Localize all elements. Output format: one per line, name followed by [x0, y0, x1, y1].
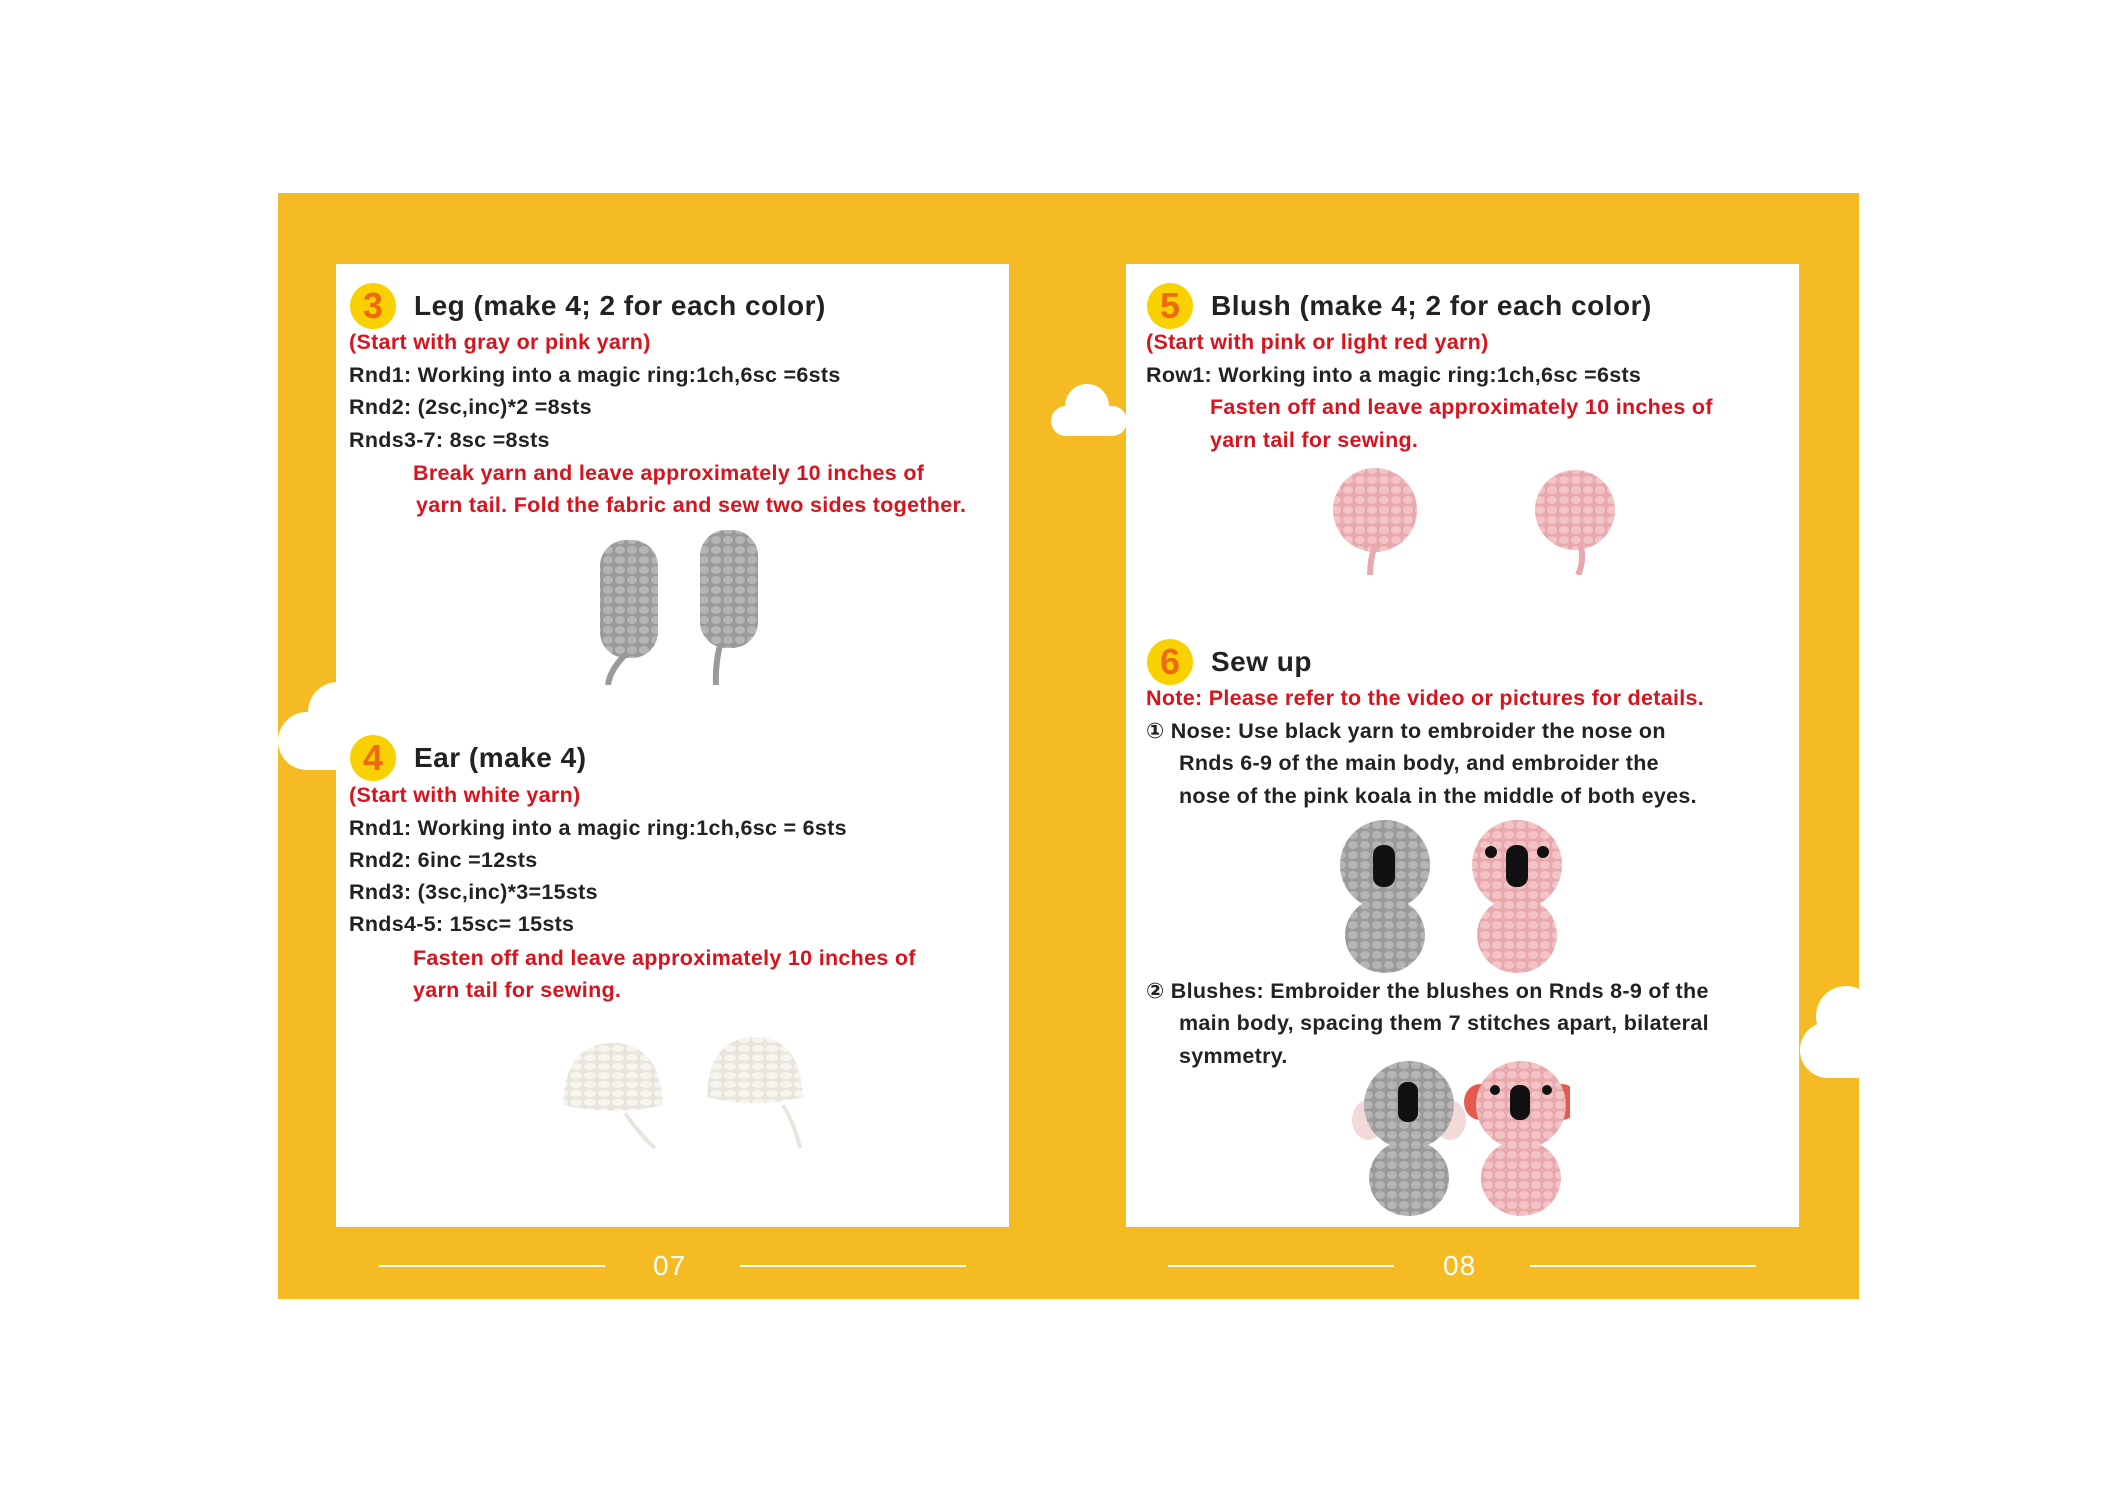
ear-round-line: Rnd3: (3sc,inc)*3=15sts: [349, 880, 598, 904]
nose-step-line: ① Nose: Use black yarn to embroider the nose on: [1146, 719, 1666, 743]
blush-round-line: Row1: Working into a magic ring:1ch,6sc =6sts: [1146, 363, 1642, 387]
nose-step-line: Rnds 6-9 of the main body, and embroider the: [1179, 751, 1659, 775]
page-footer-line: [1168, 1265, 1394, 1267]
leg-finish-note: yarn tail. Fold the fabric and sew two sides together.: [416, 493, 967, 517]
page-footer-line: [1530, 1265, 1756, 1267]
blush-photo: [1330, 465, 1620, 575]
ear-round-line: Rnd1: Working into a magic ring:1ch,6sc = 6sts: [349, 816, 847, 840]
step-number-badge: 4: [350, 735, 396, 781]
nose-photo: [1335, 820, 1575, 975]
sewup-section-title: Sew up: [1211, 646, 1313, 677]
blush-finish-note: yarn tail for sewing.: [1210, 428, 1419, 452]
step-number-badge: 6: [1147, 639, 1193, 685]
page-footer-line: [740, 1265, 966, 1267]
page-number: 08: [1443, 1250, 1477, 1281]
ear-start-note: (Start with white yarn): [349, 783, 581, 807]
ear-finish-note: Fasten off and leave approximately 10 inches of: [413, 946, 916, 970]
leg-round-line: Rnds3-7: 8sc =8sts: [349, 428, 550, 452]
blush-finished-photo: [1350, 1060, 1570, 1220]
ear-round-line: Rnd2: 6inc =12sts: [349, 848, 538, 872]
ear-finish-note: yarn tail for sewing.: [413, 978, 622, 1002]
ear-section-header: [350, 735, 587, 781]
leg-section-title: Leg (make 4; 2 for each color): [414, 290, 826, 321]
cloud-right-decoration: [1800, 1022, 1859, 1078]
ear-photo: [555, 1035, 815, 1150]
page-footer-line: [379, 1265, 605, 1267]
blush-step-line: ② Blushes: Embroider the blushes on Rnds 8-9 of the: [1146, 979, 1709, 1003]
sewup-section-header: [1147, 639, 1312, 685]
step-number-badge: 5: [1147, 283, 1193, 329]
leg-section-header: [350, 283, 826, 329]
blush-start-note: (Start with pink or light red yarn): [1146, 330, 1489, 354]
cloud-middle-decoration: [1051, 406, 1127, 436]
ear-round-line: Rnds4-5: 15sc= 15sts: [349, 912, 575, 936]
ear-section-title: Ear (make 4): [414, 742, 587, 773]
leg-photo: [590, 525, 770, 685]
blush-section-title: Blush (make 4; 2 for each color): [1211, 290, 1652, 321]
leg-round-line: Rnd1: Working into a magic ring:1ch,6sc =6sts: [349, 363, 841, 387]
blush-finish-note: Fasten off and leave approximately 10 inches of: [1210, 395, 1713, 419]
sewup-note: Note: Please refer to the video or pictures for details.: [1146, 686, 1705, 710]
blush-step-line: symmetry.: [1179, 1044, 1288, 1068]
blush-section-header: [1147, 283, 1652, 329]
leg-start-note: (Start with gray or pink yarn): [349, 330, 651, 354]
leg-round-line: Rnd2: (2sc,inc)*2 =8sts: [349, 395, 592, 419]
blush-step-line: main body, spacing them 7 stitches apart, bilateral: [1179, 1011, 1709, 1035]
step-number-badge: 3: [350, 283, 396, 329]
nose-step-line: nose of the pink koala in the middle of both eyes.: [1179, 784, 1697, 808]
leg-finish-note: Break yarn and leave approximately 10 inches of: [413, 461, 925, 485]
page-number: 07: [653, 1250, 687, 1281]
